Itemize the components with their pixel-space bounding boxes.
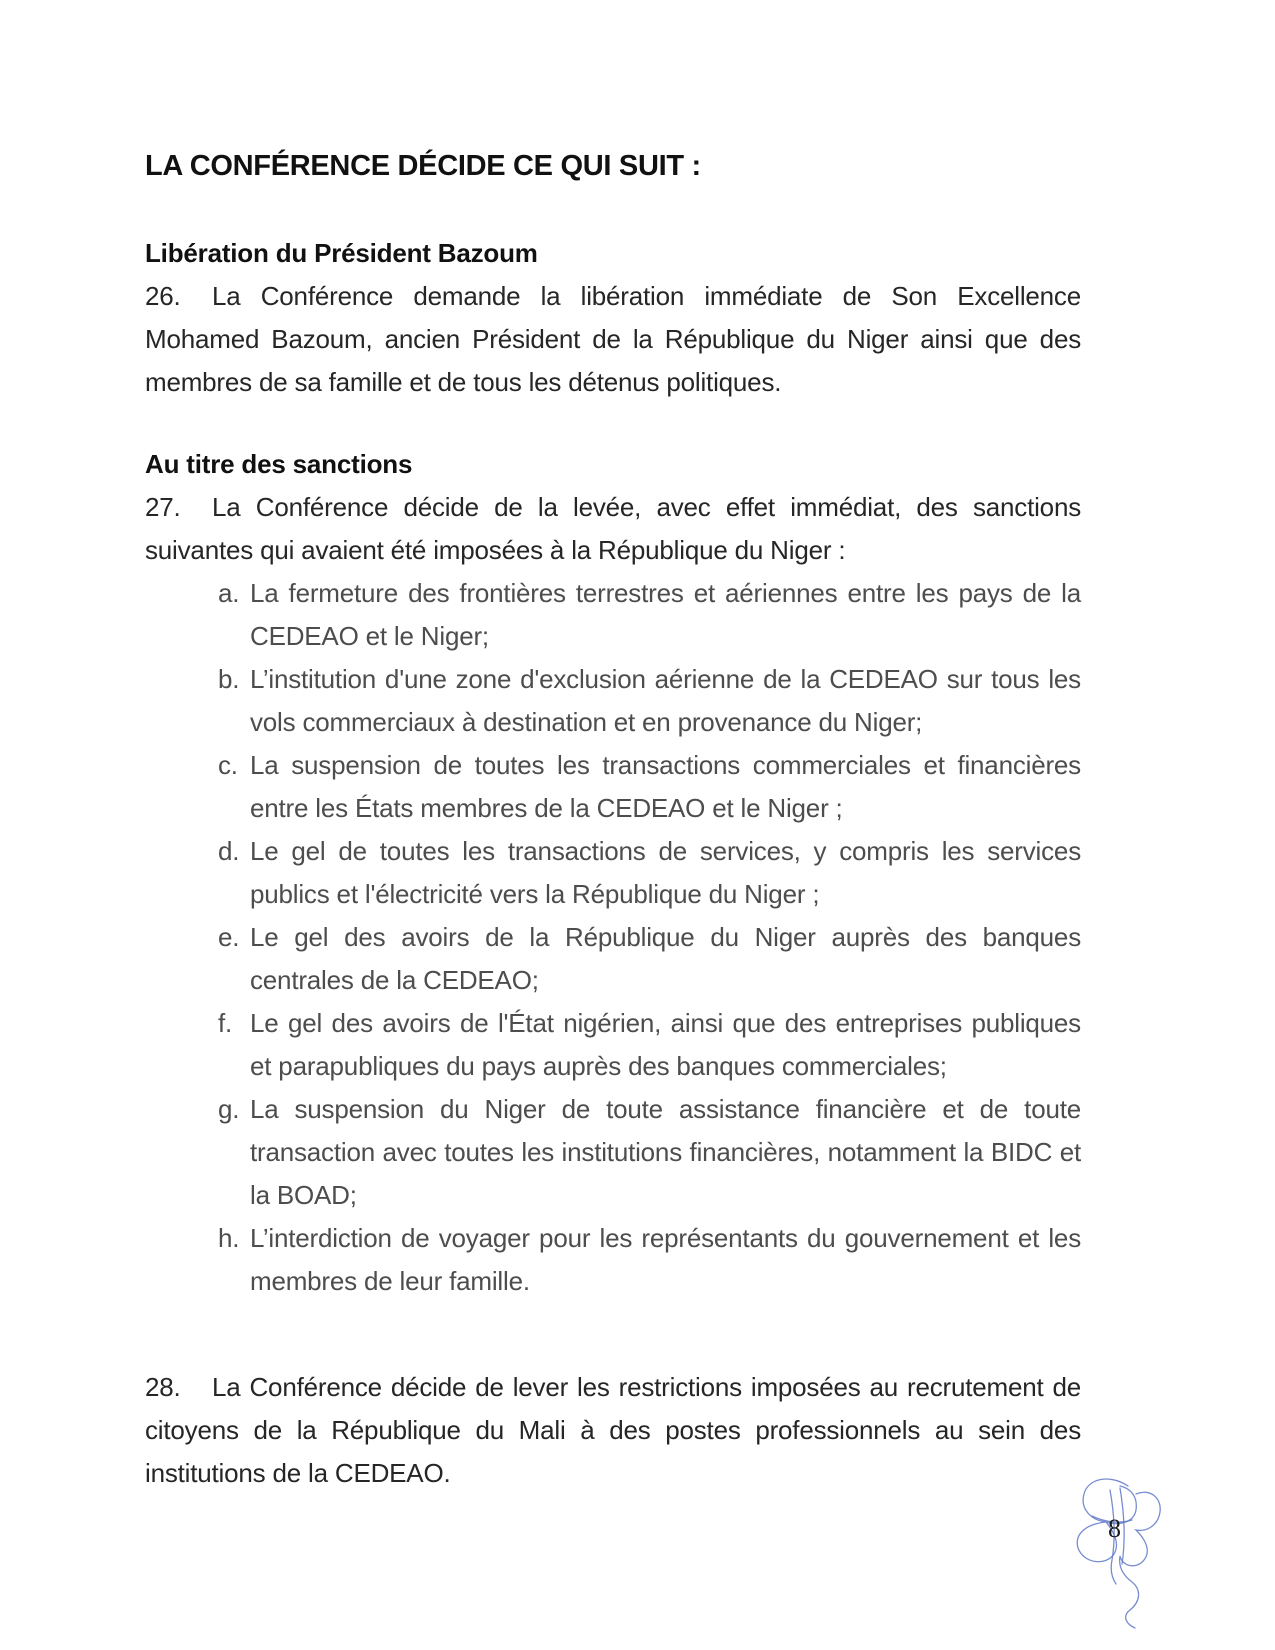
list-item-e-marker: e. [218,922,240,952]
paragraph-28 [145,1366,1081,1495]
list-item-b-marker: b. [218,664,240,694]
list-item-b [218,658,1081,744]
list-item-h [218,1217,1081,1303]
paragraph-27-text: La Conférence décide de la levée, avec effet immédiat, des sanctions suivantes qui avaient été imposées à la République du Niger : [145,492,1081,565]
list-item-g-text: La suspension du Niger de toute assistance financière et de toute transaction avec toutes les institutions financières, notamment la BIDC et la BOAD; [250,1094,1081,1210]
paragraph-27-number: 27. [145,492,181,522]
paragraph-26-text: La Conférence demande la libération immédiate de Son Excellence Mohamed Bazoum, ancien Président de la République du Niger ainsi que des membres de sa famille et de tous les détenus politiques. [145,281,1081,397]
list-item-c-marker: c. [218,750,238,780]
list-item-a-marker: a. [218,578,240,608]
paragraph-26-number: 26. [145,281,181,311]
subheading-sanctions: Au titre des sanctions [145,449,413,479]
list-item-a [218,572,1081,658]
list-item-d-marker: d. [218,836,240,866]
section-mali [145,1366,1081,1495]
page-number: 8 [1108,1514,1121,1543]
paragraph-28-text: La Conférence décide de lever les restrictions imposées au recrutement de citoyens de la République du Mali à des postes professionnels au sein des institutions de la CEDEAO. [145,1372,1081,1488]
page-content [145,145,1081,1495]
list-item-e-text: Le gel des avoirs de la République du Niger auprès des banques centrales de la CEDEAO; [250,922,1081,995]
subheading-liberation: Libération du Président Bazoum [145,238,538,268]
list-item-a-text: La fermeture des frontières terrestres et aériennes entre les pays de la CEDEAO et le Niger; [250,578,1081,651]
signature-scribble-icon [1040,1472,1190,1632]
list-item-f-text: Le gel des avoirs de l'État nigérien, ainsi que des entreprises publiques et parapubliques du pays auprès des banques commerciales; [250,1008,1081,1081]
sanctions-list [218,572,1081,1303]
list-item-g-marker: g. [218,1094,240,1124]
paragraph-28-number: 28. [145,1372,181,1402]
paragraph-27 [145,486,1081,572]
list-item-f [218,1002,1081,1088]
list-item-f-marker: f. [218,1008,233,1038]
paragraph-26 [145,275,1081,404]
list-item-h-marker: h. [218,1223,240,1253]
list-item-g [218,1088,1081,1217]
list-item-b-text: L’institution d'une zone d'exclusion aérienne de la CEDEAO sur tous les vols commerciaux à destination et en provenance du Niger; [250,664,1081,737]
list-item-c-text: La suspension de toutes les transactions commerciales et financières entre les États membres de la CEDEAO et le Niger ; [250,750,1081,823]
list-item-d [218,830,1081,916]
section-sanctions [145,443,1081,1303]
list-item-d-text: Le gel de toutes les transactions de services, y compris les services publics et l'électricité vers la République du Niger ; [250,836,1081,909]
list-item-c [218,744,1081,830]
section-liberation [145,232,1081,404]
list-item-e [218,916,1081,1002]
document-heading: LA CONFÉRENCE DÉCIDE CE QUI SUIT : [145,150,701,182]
list-item-h-text: L’interdiction de voyager pour les représentants du gouvernement et les membres de leur famille. [250,1223,1081,1296]
